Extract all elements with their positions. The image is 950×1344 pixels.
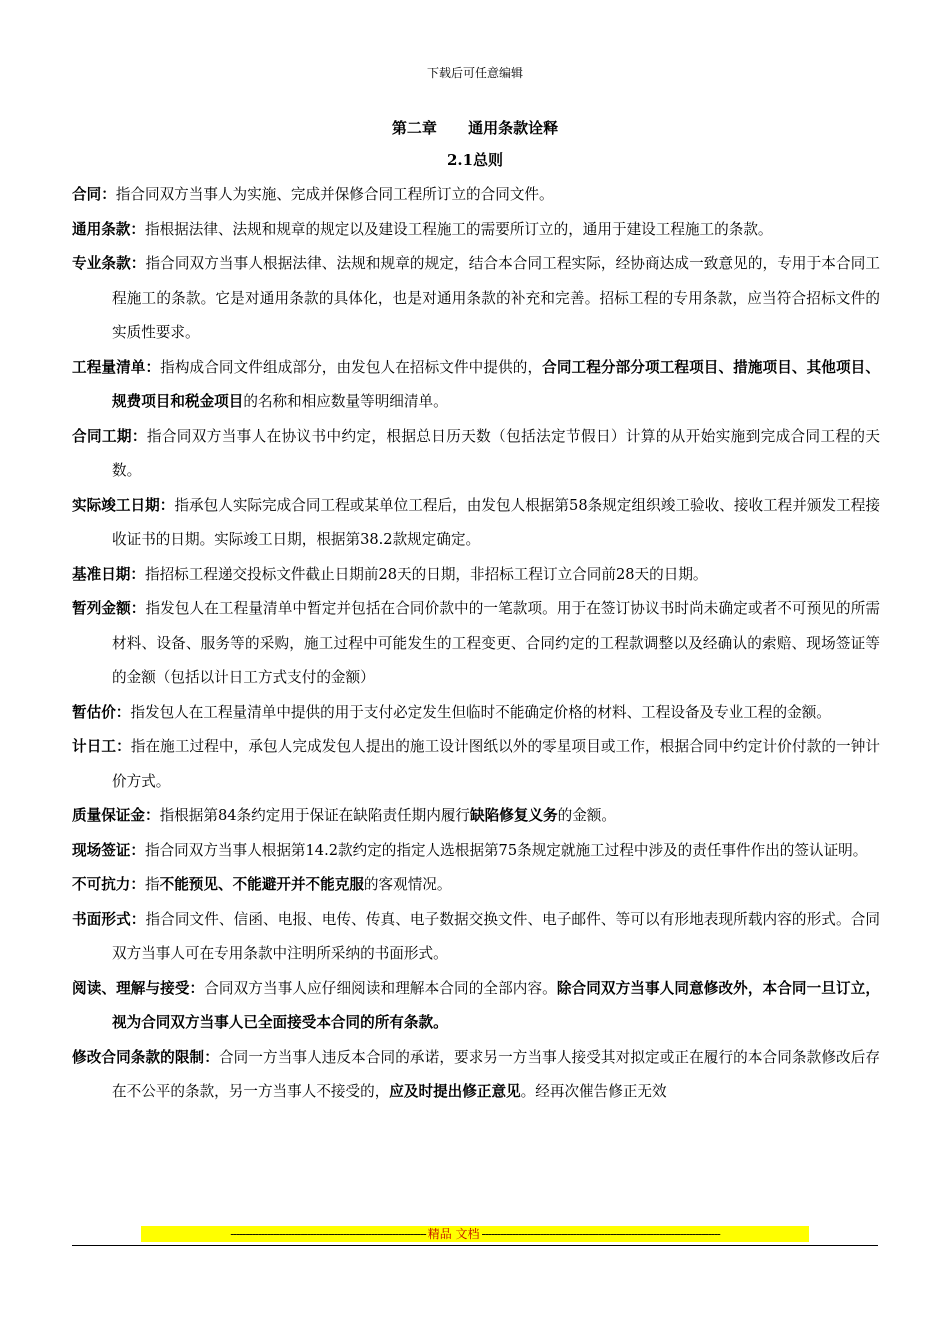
definition-text: 指发包人在工程量清单中暂定并包括在合同价款中的一笔款项。用于在签订协议书时尚未确定或者不可预见的所需材料、设备、服务等的采购，施工过程中可能发生的工程变更、合同约定的工程款调整以及经确认的索赔、现场签证等的金额（包括以计日工方式支付的金额）: [112, 600, 880, 686]
definition-text: 指合同双方当事人根据第14.2款约定的指定人选根据第75条规定就施工过程中涉及的责任事件作出的签认证明。: [144, 841, 868, 859]
definition-entry: [72, 247, 880, 351]
definition-term: 不可抗力：: [72, 876, 145, 893]
definition-text: 指根据法律、法规和规章的规定以及建设工程施工的需要所订立的，通用于建设工程施工的条款。: [144, 220, 773, 238]
definition-term: 暂列金额：: [72, 600, 146, 617]
definition-entry: [72, 730, 880, 799]
footer-dash-left: ----------------------------------------------------------------: [230, 1227, 426, 1241]
definition-term: 计日工：: [72, 738, 131, 755]
definition-text: 指合同双方当事人为实施、完成并保修合同工程所订立的合同文件。: [115, 186, 554, 203]
definition-entry: [72, 213, 880, 248]
definition-term: 现场签证：: [72, 841, 145, 859]
definition-text: 指: [144, 876, 160, 893]
definition-entry: [72, 592, 880, 696]
footer-highlight-bar: [141, 1226, 809, 1242]
definition-text: 指招标工程递交投标文件截止日期前28天的日期，非招标工程订立合同前28天的日期。: [144, 565, 708, 583]
definition-entry: [72, 1041, 880, 1110]
definition-entry: [72, 351, 880, 420]
definition-text: 指构成合同文件组成部分，由发包人在招标文件中提供的，: [160, 358, 543, 376]
definition-term: 通用条款：: [72, 220, 145, 238]
definition-text: 的金额。: [557, 807, 616, 824]
definition-text: 指合同双方当事人根据法律、法规和规章的规定，结合本合同工程实际，经协商达成一致意见的，专用于本合同工程施工的条款。它是对通用条款的具体化，也是对通用条款的补充和完善。招标工程的专用条款，应当符合招标文件的实质性要求。: [112, 255, 880, 341]
definition-text: 指承包人实际完成合同工程或某单位工程后，由发包人根据第58条规定组织竣工验收、接收工程并颁发工程接收证书的日期。实际竣工日期，根据第38.2款规定确定。: [112, 496, 880, 548]
footer-label: 精品 文档: [427, 1227, 480, 1241]
definition-emphasis: 缺陷修复义务: [470, 807, 558, 824]
definition-entry: [72, 178, 880, 213]
definition-text: 合同一方当事人违反本合同的承诺，要求另一方当事人接受其对拟定或正在履行的本合同条款修改后存在不公平的条款，另一方当事人不接受的，: [112, 1048, 880, 1100]
definition-term: 专业条款：: [72, 255, 146, 272]
definition-term: 暂估价：: [72, 703, 131, 721]
section-title: 2.1总则: [446, 151, 504, 169]
definition-term: 基准日期：: [72, 565, 145, 583]
header-note: 下载后可任意编辑: [426, 66, 523, 80]
definition-entry: [72, 489, 880, 558]
definition-text: 指合同双方当事人在协议书中约定，根据总日历天数（包括法定节假日）计算的从开始实施到完成合同工程的天数。: [112, 427, 880, 479]
definition-term: 实际竣工日期：: [72, 496, 175, 514]
definition-term: 合同工期：: [72, 427, 147, 445]
definition-term: 修改合同条款的限制：: [72, 1048, 219, 1066]
definition-entry: [72, 972, 880, 1041]
definitions-list: [72, 178, 880, 1110]
chapter-title: 第二章 通用条款诠释: [391, 119, 559, 137]
definition-entry: [72, 903, 880, 972]
definition-emphasis: 应及时提出修正意见: [389, 1083, 521, 1100]
definition-term: 合同：: [72, 186, 116, 203]
definition-term: 阅读、理解与接受：: [72, 979, 205, 997]
definition-text: 合同双方当事人应仔细阅读和理解本合同的全部内容。: [204, 979, 557, 997]
definition-entry: [72, 799, 880, 834]
definition-text: 指发包人在工程量清单中提供的用于支付必定发生但临时不能确定价格的材料、工程设备及专业工程的金额。: [130, 703, 831, 721]
definition-emphasis: 除合同双方当事人同意修改外，本合同一旦订立，视为合同双方当事人已全面接受本合同的所有条款。: [112, 979, 880, 1031]
definition-entry: [72, 420, 880, 489]
definition-entry: [72, 696, 880, 731]
definition-term: 质量保证金：: [72, 807, 160, 824]
definition-term: 书面形式：: [72, 910, 146, 928]
definition-text: 指在施工过程中，承包人完成发包人提出的施工设计图纸以外的零星项目或工作，根据合同中约定计价付款的一钟计价方式。: [112, 738, 880, 790]
definition-emphasis: 不能预见、不能避开并不能克服: [159, 876, 364, 893]
definition-text: 的名称和相应数量等明细清单。: [243, 393, 448, 410]
definition-entry: [72, 834, 880, 869]
definition-text: 指根据第84条约定用于保证在缺陷责任期内履行: [159, 807, 471, 824]
definition-entry: [72, 868, 880, 903]
definition-emphasis: 合同工程分部分项工程项目、措施项目、其他项目、规费项目和税金项目: [112, 358, 880, 410]
definition-text: 的客观情况。: [363, 876, 452, 893]
definition-text: 指合同文件、信函、电报、电传、传真、电子数据交换文件、电子邮件、等可以有形地表现所载内容的形式。合同双方当事人可在专用条款中注明所采纳的书面形式。: [112, 910, 880, 962]
definition-entry: [72, 558, 880, 593]
definition-term: 工程量清单：: [72, 358, 161, 376]
definition-text: 。经再次催告修正无效: [520, 1083, 667, 1100]
footer-divider: [72, 1245, 878, 1246]
footer-dash-right: ------------------------------------------------------------------------------: [481, 1227, 720, 1241]
